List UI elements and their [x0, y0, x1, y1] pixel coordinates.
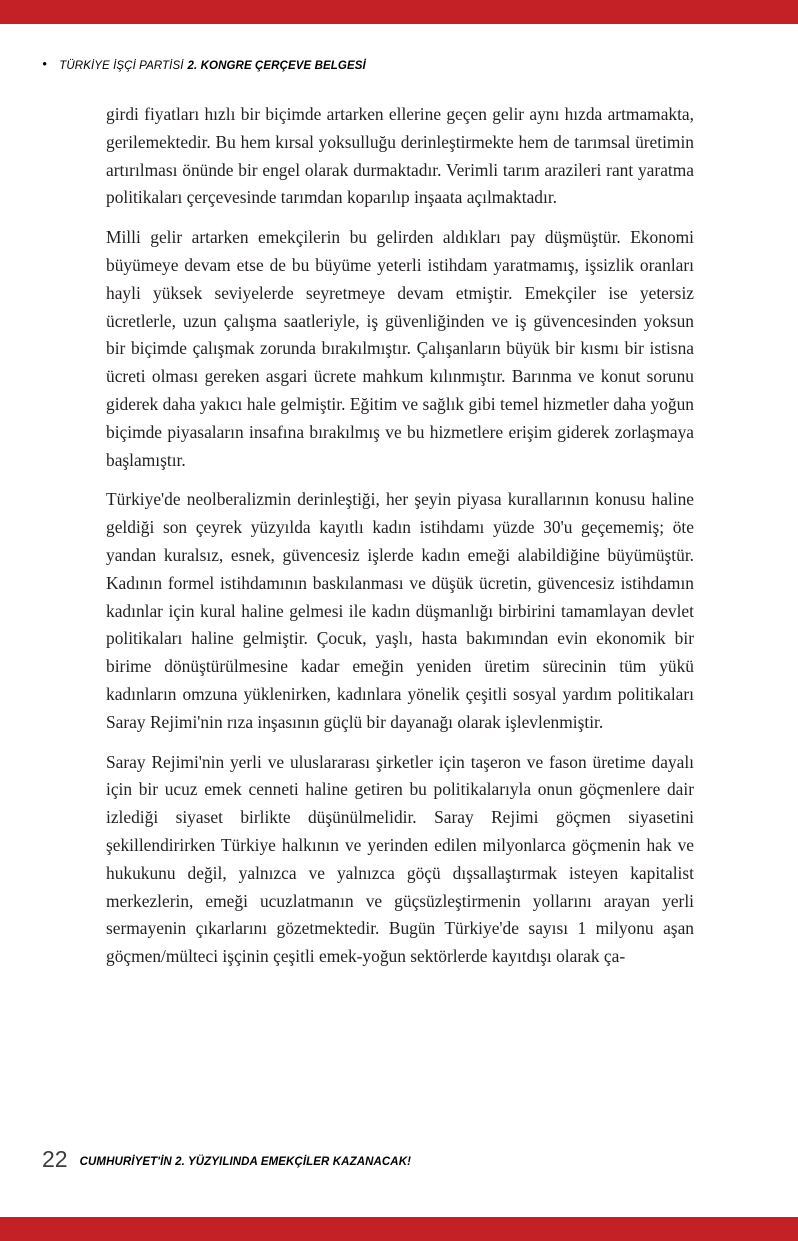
body-paragraph: Türkiye'de neolberalizmin derinleştiği, her şeyin piyasa kurallarının konusu haline geldiği son çeyrek yüzyılda kayıtlı kadın istihdamı yüzde 30'u geçememiş; öte yandan kuralsız, esnek, güvencesiz işlerde kadın emeği alabildiğine büyümüştür. Kadının formel istihdamının baskılanması ve düşük ücretin, güvencesiz istihdamın kadınlar için kural haline gelmesi ile kadın düşmanlığı birbirini tamamlayan devlet politikaları haline gelmiştir. Çocuk, yaşlı, hasta bakımından evin ekonomik bir birime dönüştürülmesine kadar emeğin yeniden üretim sürecinin tüm yükü kadınların omzuna yüklenirken, kadınlara yönelik çeşitli sosyal yardım politikaları Saray Rejimi'nin rıza inşasının güçlü bir dayanağı olarak işlevlenmiştir.: [106, 489, 694, 732]
body-paragraph: Saray Rejimi'nin yerli ve uluslararası şirketler için taşeron ve fason üretime dayalı için bir ucuz emek cenneti haline getiren bu politikalarıyla onun göçmenlere dair izlediği siyaset birlikte düşünülmelidir. Saray Rejimi göçmen siyasetini şekillendirirken Türkiye halkının ve yerinden edilen milyonlarca göçmenin hak ve hukukunu değil, yalnızca ve yalnızca göçü dışsallaştırmak isteyen kapitalist merkezlerin, emeği ucuzlatmanın ve güçsüzleştirmenin yollarını arayan yerli sermayenin çıkarlarını gözetmektedir. Bugün Türkiye'de sayısı 1 milyonu aşan göçmen/mülteci işçinin çeşitli emek-yoğun sektörlerde kayıtdışı olarak ça-: [106, 751, 694, 967]
body-paragraph: Milli gelir artarken emekçilerin bu gelirden aldıkları pay düşmüştür. Ekonomi büyümeye devam etse de bu büyüme yeterli istihdam yaratmamış, işsizlik oranları hayli yüksek seviyelerde seyretmeye devam etmiştir. Emekçiler ise yetersiz ücretlerle, uzun çalışma saatleriyle, iş güvenliğinden ve iş güvencesinden yoksun bir biçimde çalışmak zorunda bırakılmıştır. Çalışanların büyük bir kısmı bir istisna ücreti olması gereken asgari ücrete mahkum kılınmıştır. Barınma ve konut sorunu giderek daha yakıcı hale gelmiştir. Eğitim ve sağlık gibi temel hizmetler daha yoğun biçimde piyasaların insafına bırakılmış ve bu hizmetlere erişim giderek zorlaşmaya başlamıştır.: [106, 227, 694, 470]
running-footer: [42, 1148, 756, 1171]
top-accent-bar: [0, 0, 798, 24]
header-series-title: TÜRKİYE İŞÇİ PARTİSİ: [59, 59, 184, 72]
body-paragraph: girdi fiyatları hızlı bir biçimde artarken ellerine geçen gelir aynı hızda artmamakta, gerilemektedir. Bu hem kırsal yoksulluğu derinleştirmekte hem de tarımsal üretimin artırılması önünde bir engel olarak durmaktadır. Verimli tarım arazileri rant yaratma politikaları çerçevesinde tarımdan koparılıp inşaata açılmaktadır.: [106, 104, 694, 208]
header-title: [59, 60, 366, 72]
bottom-accent-bar: [0, 1217, 798, 1241]
footer-title: CUMHURİYET'İN 2. YÜZYILINDA EMEKÇİLER KAZANACAK!: [79, 1155, 412, 1168]
header-document-title: 2. KONGRE ÇERÇEVE BELGESİ: [187, 59, 366, 72]
running-header: [42, 58, 756, 73]
body-text: [106, 101, 694, 971]
page-number: 22: [42, 1146, 68, 1172]
bullet-icon: •: [42, 57, 48, 73]
